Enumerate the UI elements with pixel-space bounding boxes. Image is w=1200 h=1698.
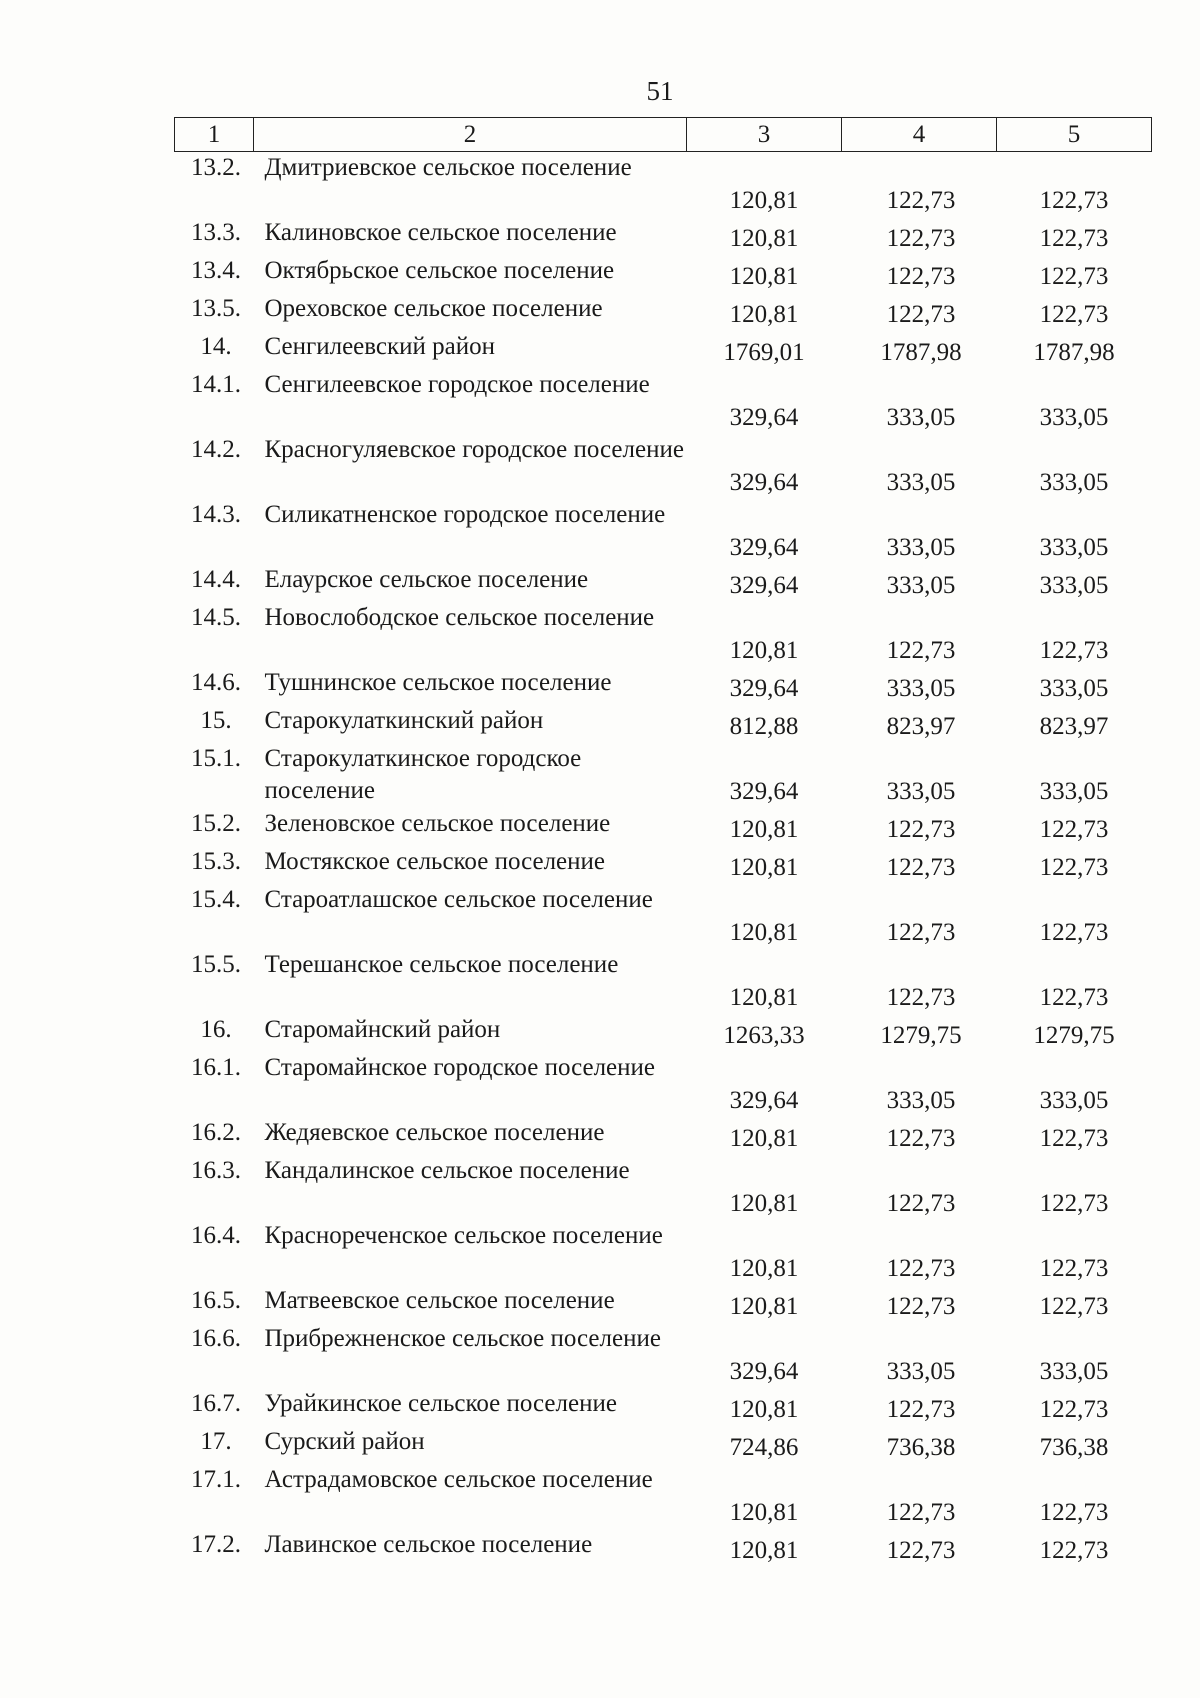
row-value-4: 122,73 bbox=[886, 1499, 956, 1526]
row-name: Астрадамовское сельское поселение bbox=[264, 1466, 653, 1493]
row-value-4: 122,73 bbox=[886, 1537, 956, 1564]
row-number: 16.3. bbox=[191, 1157, 241, 1184]
row-number: 16.2. bbox=[191, 1119, 241, 1146]
row-value-4: 122,73 bbox=[886, 187, 956, 214]
table-row bbox=[175, 331, 1152, 369]
table-row bbox=[175, 369, 1152, 434]
row-value-4: 333,05 bbox=[886, 675, 956, 702]
row-value-4: 122,73 bbox=[886, 1190, 956, 1217]
page-number: 51 bbox=[646, 76, 674, 106]
table-row bbox=[175, 1155, 1152, 1220]
row-name: Сенгилеевское городское поселение bbox=[264, 371, 650, 398]
row-value-3: 120,81 bbox=[729, 1255, 799, 1282]
row-number: 14.5. bbox=[191, 604, 241, 631]
row-number: 15.2. bbox=[191, 810, 241, 837]
row-value-4: 122,73 bbox=[886, 1396, 956, 1423]
row-value-4: 1787,98 bbox=[880, 339, 962, 366]
row-value-5: 333,05 bbox=[1039, 1087, 1109, 1114]
row-name: Калиновское сельское поселение bbox=[264, 219, 617, 246]
row-number: 14.4. bbox=[191, 566, 241, 593]
row-name: Старокулаткинское городское поселение bbox=[264, 745, 582, 804]
row-value-5: 122,73 bbox=[1039, 637, 1109, 664]
row-name: Лавинское сельское поселение bbox=[264, 1531, 593, 1558]
row-value-4: 333,05 bbox=[886, 572, 956, 599]
table-row bbox=[175, 602, 1152, 667]
row-value-3: 329,64 bbox=[729, 1087, 799, 1114]
row-name: Старомайнское городское поселение bbox=[264, 1054, 656, 1081]
row-value-5: 736,38 bbox=[1039, 1434, 1109, 1461]
row-number: 15. bbox=[200, 707, 232, 734]
table-row bbox=[175, 255, 1152, 293]
table-row bbox=[175, 1529, 1152, 1567]
row-value-5: 122,73 bbox=[1039, 984, 1109, 1011]
row-name: Старомайнский район bbox=[264, 1016, 501, 1043]
row-value-5: 333,05 bbox=[1039, 404, 1109, 431]
row-value-4: 122,73 bbox=[886, 225, 956, 252]
row-value-5: 333,05 bbox=[1039, 778, 1109, 805]
row-value-5: 333,05 bbox=[1039, 469, 1109, 496]
row-name: Краснореченское сельское поселение bbox=[264, 1222, 663, 1249]
row-number: 17.2. bbox=[191, 1531, 241, 1558]
row-number: 15.5. bbox=[191, 951, 241, 978]
row-value-3: 120,81 bbox=[729, 225, 799, 252]
row-value-4: 122,73 bbox=[886, 854, 956, 881]
header-col-4: 4 bbox=[842, 118, 997, 152]
row-number: 13.3. bbox=[191, 219, 241, 246]
row-value-5: 333,05 bbox=[1039, 534, 1109, 561]
row-value-5: 122,73 bbox=[1039, 225, 1109, 252]
row-value-5: 122,73 bbox=[1039, 263, 1109, 290]
row-value-3: 120,81 bbox=[729, 637, 799, 664]
header-col-5: 5 bbox=[997, 118, 1152, 152]
row-value-5: 1787,98 bbox=[1033, 339, 1115, 366]
table-row bbox=[175, 293, 1152, 331]
row-value-5: 122,73 bbox=[1039, 854, 1109, 881]
row-number: 14. bbox=[200, 333, 232, 360]
row-value-3: 120,81 bbox=[729, 854, 799, 881]
row-name: Старокулаткинский район bbox=[264, 707, 544, 734]
row-value-3: 120,81 bbox=[729, 263, 799, 290]
table-row bbox=[175, 1117, 1152, 1155]
row-number: 13.5. bbox=[191, 295, 241, 322]
row-name: Урайкинское сельское поселение bbox=[264, 1390, 617, 1417]
table-row bbox=[175, 667, 1152, 705]
row-value-4: 122,73 bbox=[886, 984, 956, 1011]
table-row bbox=[175, 152, 1152, 218]
row-value-5: 333,05 bbox=[1039, 675, 1109, 702]
row-number: 14.2. bbox=[191, 436, 241, 463]
row-value-4: 333,05 bbox=[886, 469, 956, 496]
row-name: Мостякское сельское поселение bbox=[264, 848, 605, 875]
row-value-3: 1263,33 bbox=[723, 1022, 805, 1049]
table-row bbox=[175, 1323, 1152, 1388]
row-value-3: 1769,01 bbox=[723, 339, 805, 366]
row-value-3: 120,81 bbox=[729, 1190, 799, 1217]
row-name: Кандалинское сельское поселение bbox=[264, 1157, 630, 1184]
row-value-3: 120,81 bbox=[729, 1293, 799, 1320]
row-number: 17. bbox=[200, 1428, 232, 1455]
row-value-4: 122,73 bbox=[886, 301, 956, 328]
row-value-5: 122,73 bbox=[1039, 1396, 1109, 1423]
header-col-3: 3 bbox=[687, 118, 842, 152]
row-value-5: 122,73 bbox=[1039, 1537, 1109, 1564]
row-name: Елаурское сельское поселение bbox=[264, 566, 589, 593]
row-value-4: 333,05 bbox=[886, 534, 956, 561]
row-number: 13.2. bbox=[191, 154, 241, 181]
row-value-4: 122,73 bbox=[886, 816, 956, 843]
row-value-4: 333,05 bbox=[886, 1358, 956, 1385]
table-body bbox=[175, 152, 1152, 1568]
row-value-5: 122,73 bbox=[1039, 1293, 1109, 1320]
row-value-5: 122,73 bbox=[1039, 187, 1109, 214]
row-value-3: 120,81 bbox=[729, 1396, 799, 1423]
row-name: Староатлашское сельское поселение bbox=[264, 886, 653, 913]
row-value-3: 120,81 bbox=[729, 1537, 799, 1564]
header-col-2: 2 bbox=[254, 118, 687, 152]
row-value-3: 120,81 bbox=[729, 301, 799, 328]
table-row bbox=[175, 217, 1152, 255]
row-value-3: 120,81 bbox=[729, 816, 799, 843]
table-row bbox=[175, 705, 1152, 743]
row-value-4: 333,05 bbox=[886, 404, 956, 431]
row-value-5: 122,73 bbox=[1039, 1499, 1109, 1526]
row-value-3: 329,64 bbox=[729, 572, 799, 599]
row-number: 13.4. bbox=[191, 257, 241, 284]
row-value-5: 333,05 bbox=[1039, 572, 1109, 599]
row-name: Жедяевское сельское поселение bbox=[264, 1119, 605, 1146]
table-row bbox=[175, 1052, 1152, 1117]
table-row bbox=[175, 808, 1152, 846]
table-row bbox=[175, 1220, 1152, 1285]
table-row bbox=[175, 884, 1152, 949]
row-name: Терешанское сельское поселение bbox=[264, 951, 619, 978]
row-value-3: 812,88 bbox=[729, 713, 799, 740]
row-value-3: 724,86 bbox=[729, 1434, 799, 1461]
row-number: 16.6. bbox=[191, 1325, 241, 1352]
row-value-3: 329,64 bbox=[729, 1358, 799, 1385]
table-row bbox=[175, 1388, 1152, 1426]
row-number: 17.1. bbox=[191, 1466, 241, 1493]
row-value-3: 120,81 bbox=[729, 1125, 799, 1152]
row-number: 16. bbox=[200, 1016, 232, 1043]
table-row bbox=[175, 1426, 1152, 1464]
row-value-3: 329,64 bbox=[729, 534, 799, 561]
table-row bbox=[175, 564, 1152, 602]
row-name: Матвеевское сельское поселение bbox=[264, 1287, 615, 1314]
row-value-4: 122,73 bbox=[886, 1293, 956, 1320]
row-value-4: 122,73 bbox=[886, 1125, 956, 1152]
row-value-4: 823,97 bbox=[886, 713, 956, 740]
row-value-3: 120,81 bbox=[729, 1499, 799, 1526]
row-value-4: 122,73 bbox=[886, 637, 956, 664]
row-value-5: 122,73 bbox=[1039, 1190, 1109, 1217]
row-value-3: 120,81 bbox=[729, 187, 799, 214]
row-value-5: 1279,75 bbox=[1033, 1022, 1115, 1049]
table-row bbox=[175, 743, 1152, 808]
row-number: 16.7. bbox=[191, 1390, 241, 1417]
table-row bbox=[175, 499, 1152, 564]
row-value-4: 122,73 bbox=[886, 263, 956, 290]
row-name: Дмитриевское сельское поселение bbox=[264, 154, 632, 181]
row-value-5: 122,73 bbox=[1039, 1255, 1109, 1282]
row-number: 15.3. bbox=[191, 848, 241, 875]
table-row bbox=[175, 434, 1152, 499]
row-number: 15.1. bbox=[191, 745, 241, 772]
row-value-4: 333,05 bbox=[886, 1087, 956, 1114]
row-value-4: 333,05 bbox=[886, 778, 956, 805]
table-row bbox=[175, 846, 1152, 884]
row-name: Красногуляевское городское поселение bbox=[264, 436, 684, 463]
row-name: Сурский район bbox=[264, 1428, 425, 1455]
row-value-4: 736,38 bbox=[886, 1434, 956, 1461]
row-value-5: 122,73 bbox=[1039, 1125, 1109, 1152]
row-value-5: 122,73 bbox=[1039, 919, 1109, 946]
header-row bbox=[175, 118, 1152, 152]
row-number: 14.6. bbox=[191, 669, 241, 696]
row-name: Тушнинское сельское поселение bbox=[264, 669, 612, 696]
row-name: Прибрежненское сельское поселение bbox=[264, 1325, 661, 1352]
row-value-3: 120,81 bbox=[729, 919, 799, 946]
row-number: 14.3. bbox=[191, 501, 241, 528]
row-name: Сенгилеевский район bbox=[264, 333, 496, 360]
row-number: 16.1. bbox=[191, 1054, 241, 1081]
row-value-5: 823,97 bbox=[1039, 713, 1109, 740]
row-name: Новослободское сельское поселение bbox=[264, 604, 655, 631]
row-value-4: 122,73 bbox=[886, 919, 956, 946]
table-row bbox=[175, 1464, 1152, 1529]
row-value-3: 329,64 bbox=[729, 404, 799, 431]
row-number: 15.4. bbox=[191, 886, 241, 913]
row-number: 16.4. bbox=[191, 1222, 241, 1249]
row-value-3: 329,64 bbox=[729, 778, 799, 805]
row-value-3: 329,64 bbox=[729, 675, 799, 702]
row-value-3: 329,64 bbox=[729, 469, 799, 496]
row-name: Октябрьское сельское поселение bbox=[264, 257, 615, 284]
row-name: Зеленовское сельское поселение bbox=[264, 810, 611, 837]
row-value-5: 333,05 bbox=[1039, 1358, 1109, 1385]
row-value-5: 122,73 bbox=[1039, 301, 1109, 328]
table-row bbox=[175, 1014, 1152, 1052]
row-number: 16.5. bbox=[191, 1287, 241, 1314]
row-name: Ореховское сельское поселение bbox=[264, 295, 603, 322]
row-number: 14.1. bbox=[191, 371, 241, 398]
table-row bbox=[175, 949, 1152, 1014]
data-table bbox=[174, 117, 1152, 1567]
row-value-4: 122,73 bbox=[886, 1255, 956, 1282]
header-col-1: 1 bbox=[175, 118, 254, 152]
row-name: Силикатненское городское поселение bbox=[264, 501, 666, 528]
row-value-3: 120,81 bbox=[729, 984, 799, 1011]
table-row bbox=[175, 1285, 1152, 1323]
row-value-5: 122,73 bbox=[1039, 816, 1109, 843]
row-value-4: 1279,75 bbox=[880, 1022, 962, 1049]
